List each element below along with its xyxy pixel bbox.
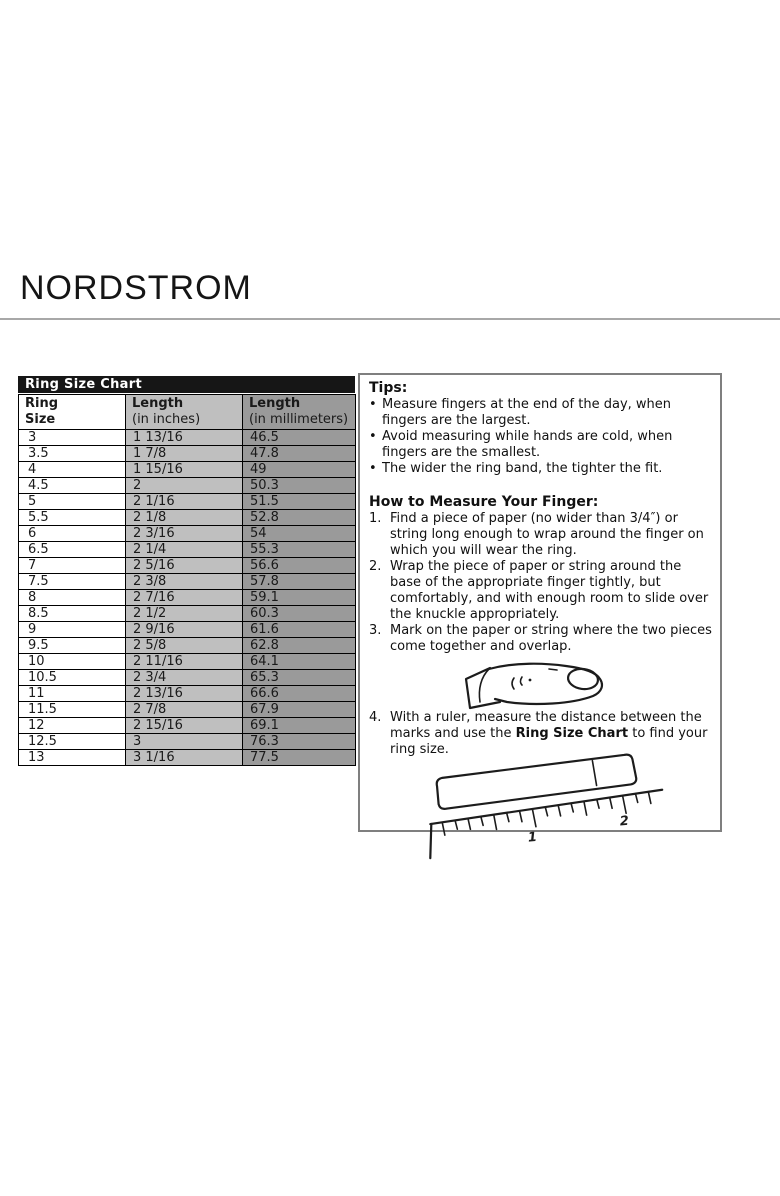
tip-item bbox=[369, 397, 712, 429]
table-cell: 3 bbox=[19, 430, 126, 446]
table-cell: 7 bbox=[19, 558, 126, 574]
table-cell: 7.5 bbox=[19, 574, 126, 590]
table-cell: 1 15/16 bbox=[126, 462, 243, 478]
table-cell: 2 11/16 bbox=[126, 654, 243, 670]
table-cell: 54 bbox=[243, 526, 356, 542]
ring-size-table bbox=[18, 394, 356, 766]
table-cell: 2 1/8 bbox=[126, 510, 243, 526]
table-row bbox=[19, 686, 356, 702]
table-row bbox=[19, 494, 356, 510]
column-header-ring-size bbox=[19, 395, 126, 430]
header-line: (in millimeters) bbox=[249, 412, 349, 427]
table-cell: 2 15/16 bbox=[126, 718, 243, 734]
table-row bbox=[19, 558, 356, 574]
table-row bbox=[19, 734, 356, 750]
step-text: Find a piece of paper (no wider than 3/4″) or string long enough to wrap around the finger on which you will wear the ring. bbox=[390, 511, 704, 558]
table-cell: 11 bbox=[19, 686, 126, 702]
table-row bbox=[19, 574, 356, 590]
table-cell: 2 3/4 bbox=[126, 670, 243, 686]
table-cell: 10.5 bbox=[19, 670, 126, 686]
step-text: Wrap the piece of paper or string around the base of the appropriate finger tightly, but comfortably, and with enough room to slide over the knuckle appropriately. bbox=[390, 559, 709, 622]
table-cell: 50.3 bbox=[243, 478, 356, 494]
table-row bbox=[19, 478, 356, 494]
tips-heading: Tips: bbox=[369, 380, 408, 396]
table-row bbox=[19, 654, 356, 670]
table-cell: 2 bbox=[126, 478, 243, 494]
table-cell: 8.5 bbox=[19, 606, 126, 622]
measure-step bbox=[369, 559, 712, 623]
table-cell: 5 bbox=[19, 494, 126, 510]
table-header-row bbox=[19, 395, 356, 430]
table-cell: 2 1/16 bbox=[126, 494, 243, 510]
table-cell: 57.8 bbox=[243, 574, 356, 590]
table-cell: 9 bbox=[19, 622, 126, 638]
header-line: Ring bbox=[25, 396, 59, 411]
ring-size-chart bbox=[18, 376, 355, 766]
table-cell: 46.5 bbox=[243, 430, 356, 446]
table-row bbox=[19, 606, 356, 622]
table-row bbox=[19, 446, 356, 462]
table-cell: 8 bbox=[19, 590, 126, 606]
table-row bbox=[19, 526, 356, 542]
step-text-part: to find your ring size. bbox=[390, 726, 708, 757]
bullet-glyph: • bbox=[369, 429, 377, 444]
table-cell: 69.1 bbox=[243, 718, 356, 734]
table-row bbox=[19, 622, 356, 638]
table-row bbox=[19, 510, 356, 526]
ruler-label-1: 1 bbox=[527, 829, 538, 846]
header-line: Length bbox=[249, 396, 301, 411]
column-header-length-inches bbox=[126, 395, 243, 430]
bullet-glyph: • bbox=[369, 397, 377, 412]
step-text: Mark on the paper or string where the two pieces come together and overlap. bbox=[390, 623, 712, 654]
table-row bbox=[19, 462, 356, 478]
table-cell: 77.5 bbox=[243, 750, 356, 766]
table-cell: 61.6 bbox=[243, 622, 356, 638]
table-cell: 2 7/8 bbox=[126, 702, 243, 718]
chart-title: Ring Size Chart bbox=[18, 376, 355, 393]
step-number: 4. bbox=[369, 710, 382, 725]
table-cell: 13 bbox=[19, 750, 126, 766]
table-cell: 1 7/8 bbox=[126, 446, 243, 462]
table-cell: 62.8 bbox=[243, 638, 356, 654]
table-row bbox=[19, 750, 356, 766]
table-row bbox=[19, 702, 356, 718]
tip-item bbox=[369, 461, 712, 477]
measure-step bbox=[369, 623, 712, 655]
tip-text: Measure fingers at the end of the day, when fingers are the largest. bbox=[382, 397, 672, 428]
finger-illustration bbox=[453, 658, 613, 710]
table-cell: 76.3 bbox=[243, 734, 356, 750]
table-cell: 9.5 bbox=[19, 638, 126, 654]
step-text-part: With a ruler, measure the distance between the marks and use the bbox=[390, 710, 702, 741]
table-cell: 67.9 bbox=[243, 702, 356, 718]
table-cell: 55.3 bbox=[243, 542, 356, 558]
column-header-length-mm bbox=[243, 395, 356, 430]
table-cell: 2 1/2 bbox=[126, 606, 243, 622]
table-row bbox=[19, 670, 356, 686]
step-text bbox=[390, 710, 712, 758]
table-cell: 2 9/16 bbox=[126, 622, 243, 638]
table-cell: 47.8 bbox=[243, 446, 356, 462]
table-row bbox=[19, 542, 356, 558]
table-cell: 2 5/8 bbox=[126, 638, 243, 654]
header-line: Size bbox=[25, 412, 56, 427]
tip-text: Avoid measuring while hands are cold, when fingers are the smallest. bbox=[382, 429, 673, 460]
table-cell: 2 3/8 bbox=[126, 574, 243, 590]
nordstrom-logo: NORDSTROM bbox=[20, 269, 252, 307]
measure-step bbox=[369, 511, 712, 559]
table-cell: 49 bbox=[243, 462, 356, 478]
header-line: Length bbox=[132, 396, 184, 411]
table-cell: 2 7/16 bbox=[126, 590, 243, 606]
table-cell: 6.5 bbox=[19, 542, 126, 558]
tip-item bbox=[369, 429, 712, 461]
table-cell: 4 bbox=[19, 462, 126, 478]
table-cell: 12.5 bbox=[19, 734, 126, 750]
table-cell: 3 bbox=[126, 734, 243, 750]
measure-step-4 bbox=[369, 710, 712, 758]
bullet-glyph: • bbox=[369, 461, 377, 476]
table-row bbox=[19, 638, 356, 654]
table-cell: 4.5 bbox=[19, 478, 126, 494]
table-cell: 51.5 bbox=[243, 494, 356, 510]
table-cell: 56.6 bbox=[243, 558, 356, 574]
table-cell: 64.1 bbox=[243, 654, 356, 670]
table-cell: 1 13/16 bbox=[126, 430, 243, 446]
table-cell: 10 bbox=[19, 654, 126, 670]
table-cell: 2 1/4 bbox=[126, 542, 243, 558]
table-row bbox=[19, 718, 356, 734]
table-cell: 2 3/16 bbox=[126, 526, 243, 542]
measure-heading: How to Measure Your Finger: bbox=[369, 494, 599, 510]
table-cell: 2 5/16 bbox=[126, 558, 243, 574]
table-cell: 5.5 bbox=[19, 510, 126, 526]
instructions-panel bbox=[358, 373, 722, 846]
table-cell: 3 1/16 bbox=[126, 750, 243, 766]
ruler-label-2: 2 bbox=[619, 813, 630, 830]
table-cell: 3.5 bbox=[19, 446, 126, 462]
table-cell: 52.8 bbox=[243, 510, 356, 526]
step-number: 1. bbox=[369, 511, 382, 526]
table-cell: 59.1 bbox=[243, 590, 356, 606]
tips-list bbox=[369, 397, 712, 477]
header-line: (in inches) bbox=[132, 412, 201, 427]
table-cell: 12 bbox=[19, 718, 126, 734]
table-cell: 65.3 bbox=[243, 670, 356, 686]
table-cell: 11.5 bbox=[19, 702, 126, 718]
step-text-bold: Ring Size Chart bbox=[515, 726, 629, 741]
step-number: 3. bbox=[369, 623, 382, 638]
steps-list bbox=[369, 511, 712, 655]
table-cell: 2 13/16 bbox=[126, 686, 243, 702]
tip-text: The wider the ring band, the tighter the fit. bbox=[382, 461, 663, 476]
ring-size-table-body bbox=[19, 430, 356, 766]
table-row bbox=[19, 430, 356, 446]
table-cell: 60.3 bbox=[243, 606, 356, 622]
table-cell: 66.6 bbox=[243, 686, 356, 702]
header-divider bbox=[0, 318, 780, 320]
table-cell: 6 bbox=[19, 526, 126, 542]
ruler-illustration bbox=[425, 756, 667, 852]
table-row bbox=[19, 590, 356, 606]
step-number: 2. bbox=[369, 559, 382, 574]
